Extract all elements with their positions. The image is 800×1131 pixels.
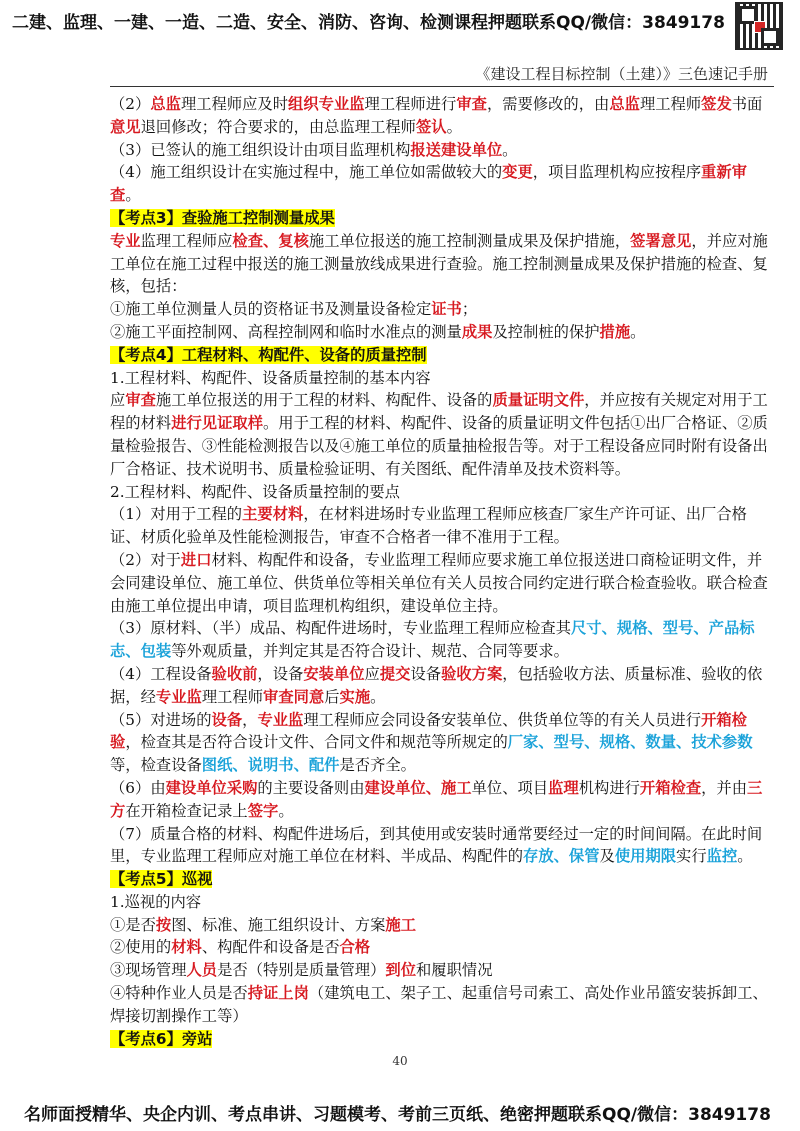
emphasis-red: 验收方案: [441, 664, 503, 683]
emphasis-red: 检查、复核: [232, 231, 309, 250]
paragraph: [110, 367, 774, 390]
paragraph: [110, 914, 774, 937]
emphasis-blue: 使用期限: [614, 847, 677, 866]
text-run: 等，检查设备: [110, 756, 202, 775]
text-run: ，检查其是否符合设计文件、合同文件和规范等所规定的: [125, 733, 508, 752]
paragraph: [110, 389, 774, 480]
text-run: 。: [630, 322, 646, 341]
emphasis-blue: 存放、保管: [523, 847, 600, 866]
paragraph: [110, 481, 774, 504]
text-run: ④特种作业人员是否: [110, 984, 248, 1003]
emphasis-red: 成果: [461, 322, 493, 341]
emphasis-red: 三方: [110, 778, 763, 820]
text-run: （3）原材料、（半）成品、构配件进场时，专业监理工程师应检查其: [110, 619, 571, 638]
paragraph: [110, 663, 774, 709]
text-run: 等外观质量，并判定其是否符合设计、规范、合同等要求。: [171, 642, 569, 661]
emphasis-red: 总监: [609, 95, 640, 113]
emphasis-red: 报送建设单位: [410, 140, 503, 159]
emphasis-red: 审查: [125, 391, 156, 410]
emphasis-red: 变更: [502, 163, 533, 182]
text-run: 材料、构配件和设备，专业监理工程师应要求施工单位报送进口商检证明文件，并会同建设单位、施工单位、供货单位等相关单位有关人员按合同约定进行联合检查验收。联合检查由施工单位提出申请，项目监理机构组织，建设单位主持。: [110, 550, 768, 615]
text-run: （7）质量合格的材料、构配件进场后，到其使用或安装时通常要经过一定的时间间隔。在此时间里，专业监理工程师应对施工单位在材料、半成品、构配件的: [110, 824, 763, 866]
bottom-promo-banner: 名师面授精华、央企内训、考点串讲、习题模考、考前三页纸、绝密押题联系QQ/微信：3849178: [24, 1105, 771, 1125]
text-run: 应: [364, 664, 380, 683]
emphasis-red: 到位: [385, 961, 416, 980]
text-run: 在开箱检查记录上: [125, 801, 248, 820]
text-run: 理工程师: [201, 687, 264, 706]
text-run: ③现场管理: [110, 961, 187, 980]
text-run: 是否齐全。: [339, 756, 416, 775]
text-run: 施工单位报送的施工控制测量成果及保护措施，: [308, 231, 631, 250]
text-run: 。: [446, 117, 462, 136]
section-heading: [110, 207, 774, 230]
text-run: 图、标准、施工组织设计、方案: [171, 915, 386, 934]
emphasis-red: 签字: [247, 801, 279, 820]
paragraph: [110, 617, 774, 663]
paragraph: [110, 959, 774, 982]
emphasis-red: 组织专业监: [288, 95, 365, 113]
page-content: [110, 93, 774, 1050]
text-run: 1.巡视的内容: [110, 892, 202, 911]
emphasis-red: 专业监: [257, 710, 304, 729]
emphasis-red: 实施: [339, 687, 371, 706]
paragraph: [110, 139, 774, 162]
text-run: 施工单位报送的用于工程的材料、构配件、设备的: [155, 391, 493, 410]
text-run: ，: [242, 710, 258, 729]
text-run: （4）工程设备: [110, 664, 212, 683]
emphasis-red: 专业: [110, 231, 141, 250]
text-run: 机构进行: [578, 778, 640, 797]
text-run: ②使用的: [110, 938, 172, 957]
paragraph: [110, 891, 774, 914]
text-run: ，需要修改的，由: [486, 95, 610, 113]
emphasis-red: 签署意见: [630, 231, 692, 250]
emphasis-red: 建设单位采购: [165, 778, 258, 797]
text-run: 。: [125, 186, 141, 205]
emphasis-red: 人员: [186, 961, 218, 980]
emphasis-red: 安装单位: [303, 664, 365, 683]
heading-label: 【考点4】工程材料、构配件、设备的质量控制: [110, 345, 427, 364]
text-run: 是否（特别是质量管理）: [217, 961, 386, 980]
text-run: ，并应按有关规定对用于工程的材料: [110, 391, 768, 433]
text-run: 应: [110, 391, 126, 410]
text-run: 。: [737, 847, 753, 866]
emphasis-red: 总监: [150, 95, 181, 113]
text-run: 理工程师: [639, 95, 702, 113]
emphasis-red: 质量证明文件: [492, 391, 585, 410]
emphasis-red: 按: [155, 915, 172, 934]
emphasis-red: 建设单位、施工: [364, 778, 472, 797]
section-heading: [110, 868, 774, 891]
text-run: 监理工程师应: [140, 231, 233, 250]
text-run: （1）对用于工程的: [110, 505, 243, 524]
emphasis-red: 签发: [701, 95, 732, 113]
emphasis-red: 审查: [456, 95, 487, 113]
emphasis-red: 进行见证取样: [171, 414, 263, 433]
paragraph: [110, 230, 774, 298]
text-run: 的主要设备则由: [257, 778, 365, 797]
text-run: ②施工平面控制网、高程控制网和临时水准点的测量: [110, 322, 462, 341]
emphasis-red: 证书: [431, 300, 462, 319]
heading-label: 【考点5】巡视: [110, 870, 213, 889]
paragraph: [110, 823, 774, 869]
emphasis-red: 意见: [110, 117, 141, 136]
emphasis-red: 材料: [171, 938, 202, 957]
page-number: 40: [392, 1054, 408, 1068]
paragraph: [110, 93, 774, 139]
text-run: （2）: [110, 95, 151, 113]
emphasis-red: 主要材料: [242, 505, 304, 524]
book-title: 《建设工程目标控制（土建）》三色速记手册: [475, 65, 768, 83]
text-run: （2）对于: [110, 550, 181, 569]
section-heading: [110, 344, 774, 367]
text-run: 书面: [731, 95, 763, 113]
text-run: 后: [324, 687, 340, 706]
text-run: （6）由: [110, 778, 166, 797]
text-run: ，包括验收方法、质量标准、验收的依据，经: [110, 664, 763, 706]
emphasis-red: 合格: [339, 938, 371, 957]
text-run: 。: [502, 140, 518, 159]
heading-label: 【考点3】查验施工控制测量成果: [110, 208, 335, 227]
emphasis-blue: 厂家、型号、规格、数量、技术参数: [507, 733, 753, 752]
paragraph: [110, 549, 774, 617]
text-run: 单位、项目: [471, 778, 549, 797]
heading-label: 【考点6】旁站: [110, 1029, 213, 1048]
emphasis-red: 施工: [385, 915, 416, 934]
emphasis-red: 开箱检验: [110, 710, 747, 752]
text-run: 。用于工程的材料、构配件、设备的质量证明文件包括①出厂合格证、②质量检验报告、③性能检测报告以及④施工单位的质量抽检报告等。对于工程设备应同时附有设备出厂合格证、技术说明书、质量检验证明、有关图纸、配件清单及技术资料等。: [110, 414, 768, 478]
text-run: 及: [599, 847, 615, 866]
emphasis-red: 进口: [180, 550, 212, 569]
emphasis-red: 重新审查: [110, 163, 747, 205]
text-run: （5）对进场的: [110, 710, 212, 729]
emphasis-red: 措施: [599, 322, 631, 341]
emphasis-red: 开箱检查: [639, 778, 702, 797]
emphasis-red: 签认: [415, 117, 447, 136]
text-run: 理工程师应会同设备安装单位、供货单位等的有关人员进行: [303, 710, 702, 729]
paragraph: [110, 161, 774, 207]
text-run: ①是否: [110, 915, 156, 934]
text-run: 和履职情况: [416, 961, 493, 980]
emphasis-blue: 图纸、说明书、配件: [201, 756, 340, 775]
paragraph: [110, 503, 774, 549]
header-divider: [110, 86, 774, 87]
paragraph: [110, 321, 774, 344]
text-run: 。: [370, 687, 386, 706]
text-run: 理工程师进行: [364, 95, 457, 113]
paragraph: [110, 709, 774, 777]
emphasis-red: 监理: [548, 778, 579, 797]
paragraph: [110, 936, 774, 959]
emphasis-red: 审查同意: [263, 687, 325, 706]
text-run: 退回修改；符合要求的，由总监理工程师: [140, 117, 416, 136]
text-run: ，在材料进场时专业监理工程师应核查厂家生产许可证、出厂合格证、材质化验单及性能检测报告，审查不合格者一律不准用于工程。: [110, 505, 747, 547]
emphasis-red: 提交: [379, 664, 411, 683]
paragraph: [110, 982, 774, 1028]
text-run: （3）已签认的施工组织设计由项目监理机构: [110, 140, 411, 159]
paragraph: [110, 298, 774, 321]
text-run: 及控制桩的保护: [492, 322, 600, 341]
text-run: ①施工单位测量人员的资格证书及测量设备检定: [110, 300, 432, 319]
qr-code-icon: [735, 2, 783, 50]
emphasis-blue: 尺寸、规格、型号、产品标志、包装: [110, 619, 755, 661]
emphasis-red: 持证上岗: [247, 984, 309, 1003]
text-run: 理工程师应及时: [180, 95, 289, 113]
emphasis-red: 专业监: [155, 687, 202, 706]
text-run: 1.工程材料、构配件、设备质量控制的基本内容: [110, 368, 431, 387]
section-heading: [110, 1028, 774, 1051]
text-run: 实行: [676, 847, 707, 866]
text-run: 、构配件和设备是否: [201, 938, 340, 957]
top-promo-banner: 二建、监理、一建、一造、二造、安全、消防、咨询、检测课程押题联系QQ/微信：3849178: [12, 13, 725, 33]
text-run: 2.工程材料、构配件、设备质量控制的要点: [110, 482, 400, 501]
text-run: ，并由: [701, 778, 748, 797]
text-run: 设备: [410, 664, 442, 683]
paragraph: [110, 777, 774, 823]
text-run: ；: [461, 300, 478, 319]
emphasis-red: 设备: [211, 710, 243, 729]
text-run: （4）施工组织设计在实施过程中，施工单位如需做较大的: [110, 163, 503, 182]
text-run: 。: [278, 801, 294, 820]
emphasis-red: 验收前: [211, 664, 258, 683]
text-run: （建筑电工、架子工、起重信号司索工、高处作业吊篮安装拆卸工、焊接切割操作工等）: [110, 984, 768, 1025]
text-run: ，并应对施工单位在施工过程中报送的施工测量放线成果进行查验。施工控制测量成果及保护措施的检查、复核，包括：: [110, 231, 768, 296]
emphasis-blue: 监控: [706, 847, 738, 866]
text-run: ，项目监理机构应按程序: [532, 163, 702, 182]
text-run: ，设备: [257, 664, 304, 683]
